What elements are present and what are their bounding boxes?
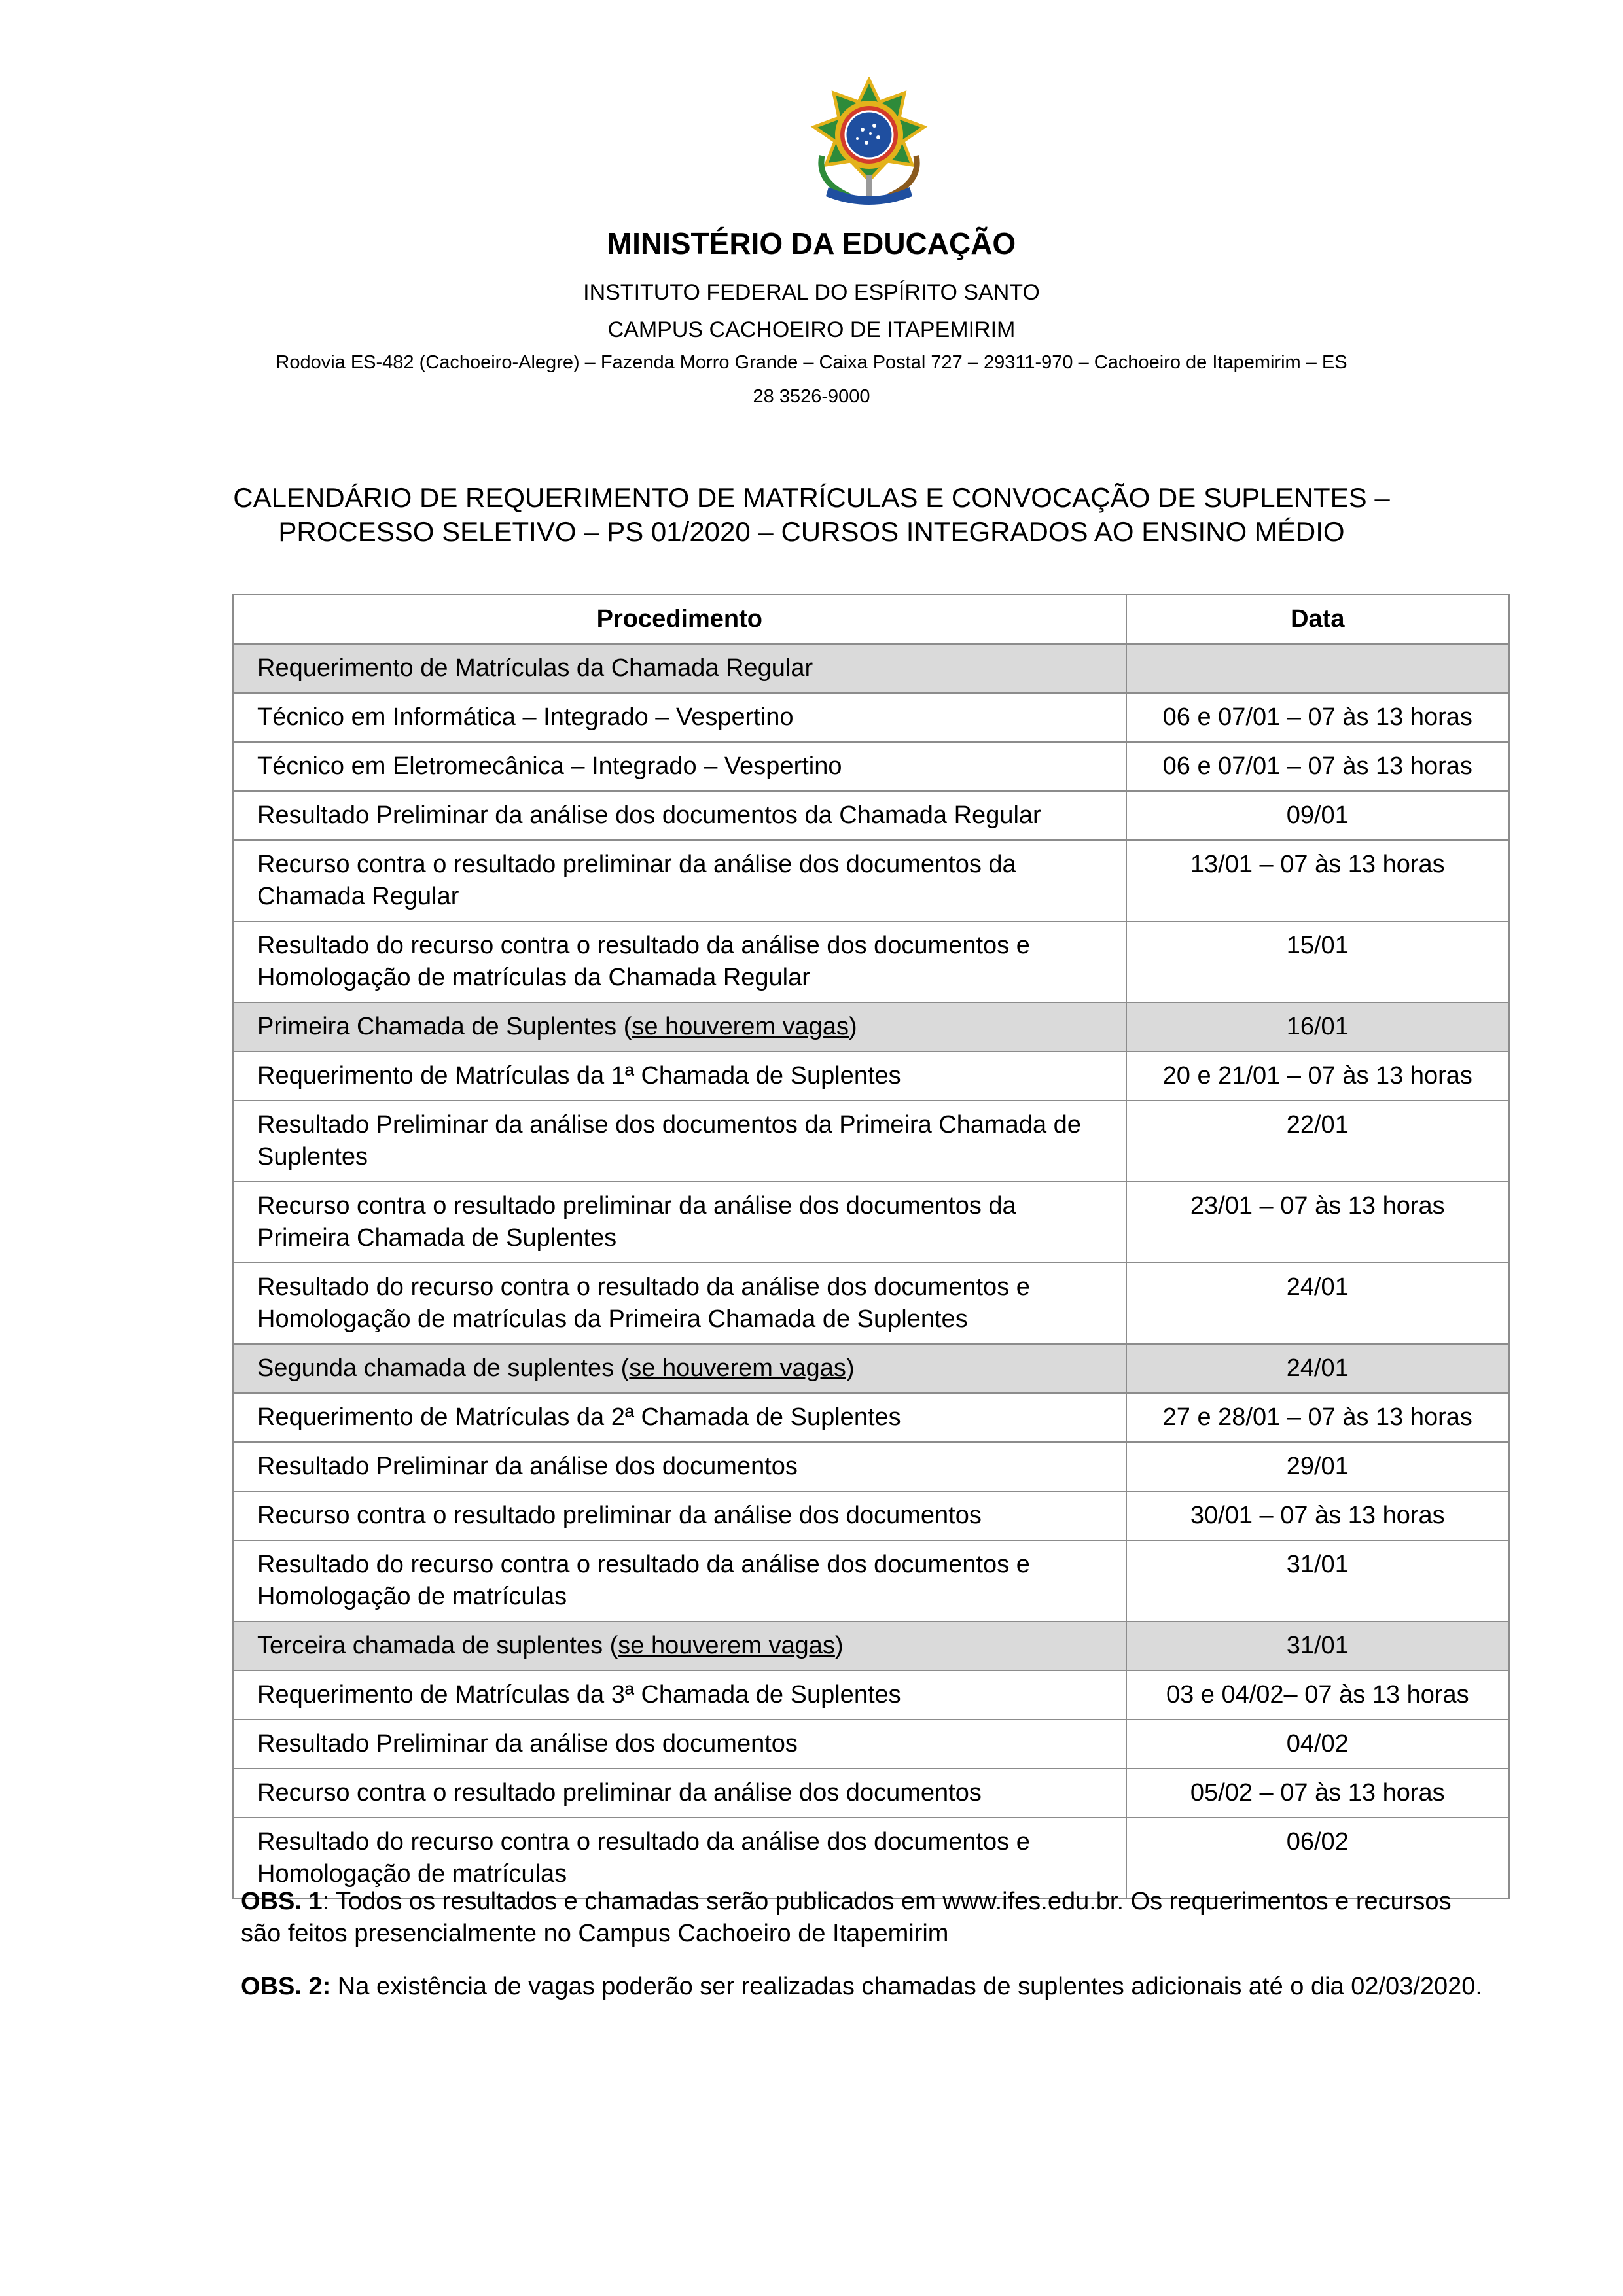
date-cell: 06 e 07/01 – 07 às 13 horas xyxy=(1126,742,1509,791)
date-cell: 05/02 – 07 às 13 horas xyxy=(1126,1769,1509,1818)
procedure-cell: Resultado do recurso contra o resultado da análise dos documentos e Homologação de matrículas da Chamada Regular xyxy=(233,921,1126,1002)
table-row xyxy=(233,644,1509,693)
date-cell: 30/01 – 07 às 13 horas xyxy=(1126,1491,1509,1540)
date-cell: 24/01 xyxy=(1126,1263,1509,1344)
procedure-cell: Resultado Preliminar da análise dos documentos da Chamada Regular xyxy=(233,791,1126,840)
procedure-cell: Requerimento de Matrículas da 1ª Chamada de Suplentes xyxy=(233,1051,1126,1101)
date-cell: 04/02 xyxy=(1126,1720,1509,1769)
document-title-line-1: CALENDÁRIO DE REQUERIMENTO DE MATRÍCULAS E CONVOCAÇÃO DE SUPLENTES – xyxy=(233,482,1390,513)
procedure-text: Primeira Chamada de Suplentes ( xyxy=(257,1013,632,1040)
procedure-cell: Resultado Preliminar da análise dos documentos da Primeira Chamada de Suplentes xyxy=(233,1101,1126,1182)
campus-name: CAMPUS CACHOEIRO DE ITAPEMIRIM xyxy=(607,317,1016,342)
table-row xyxy=(233,1720,1509,1769)
date-cell: 13/01 – 07 às 13 horas xyxy=(1126,840,1509,921)
date-cell: 03 e 04/02– 07 às 13 horas xyxy=(1126,1670,1509,1720)
calendar-table xyxy=(232,594,1510,1899)
date-cell: 16/01 xyxy=(1126,1002,1509,1051)
procedure-cell: Requerimento de Matrículas da 3ª Chamada de Suplentes xyxy=(233,1670,1126,1720)
procedure-text-tail: ) xyxy=(846,1354,855,1382)
procedure-text-tail: ) xyxy=(834,1632,844,1659)
campus-phone: 28 3526-9000 xyxy=(753,386,870,407)
table-row xyxy=(233,1002,1509,1051)
table-row xyxy=(233,1182,1509,1263)
note-obs-1-label: OBS. 1 xyxy=(241,1888,323,1915)
procedure-cell: Recurso contra o resultado preliminar da análise dos documentos xyxy=(233,1769,1126,1818)
table-row xyxy=(233,1051,1509,1101)
brazil-coat-of-arms-icon xyxy=(810,77,928,207)
procedure-cell xyxy=(233,1344,1126,1393)
procedure-cell: Resultado Preliminar da análise dos documentos xyxy=(233,1720,1126,1769)
procedure-cell xyxy=(233,1002,1126,1051)
date-cell: 06/02 xyxy=(1126,1818,1509,1899)
procedure-cell: Resultado do recurso contra o resultado da análise dos documentos e Homologação de matrículas xyxy=(233,1818,1126,1899)
table-row xyxy=(233,1344,1509,1393)
note-obs-1-text: : Todos os resultados e chamadas serão publicados em www.ifes.edu.br. Os requerimentos e recursos são feitos presencialmente no Campus Cachoeiro de Itapemirim xyxy=(241,1888,1452,1947)
table-row xyxy=(233,742,1509,791)
date-cell: 20 e 21/01 – 07 às 13 horas xyxy=(1126,1051,1509,1101)
table-row xyxy=(233,1101,1509,1182)
conditional-note: se houverem vagas xyxy=(618,1632,835,1659)
procedure-cell: Técnico em Eletromecânica – Integrado – Vespertino xyxy=(233,742,1126,791)
table-row xyxy=(233,1491,1509,1540)
table-row xyxy=(233,921,1509,1002)
procedure-cell: Recurso contra o resultado preliminar da análise dos documentos da Chamada Regular xyxy=(233,840,1126,921)
procedure-cell: Resultado Preliminar da análise dos documentos xyxy=(233,1442,1126,1491)
table-row xyxy=(233,1540,1509,1621)
date-cell: 31/01 xyxy=(1126,1621,1509,1670)
procedure-cell: Resultado do recurso contra o resultado da análise dos documentos e Homologação de matrículas da Primeira Chamada de Suplentes xyxy=(233,1263,1126,1344)
procedure-cell: Requerimento de Matrículas da 2ª Chamada de Suplentes xyxy=(233,1393,1126,1442)
campus-address: Rodovia ES-482 (Cachoeiro-Alegre) – Fazenda Morro Grande – Caixa Postal 727 – 29311-970 – Cachoeiro de Itapemirim – ES xyxy=(276,352,1347,373)
date-cell: 09/01 xyxy=(1126,791,1509,840)
column-header-procedure: Procedimento xyxy=(233,595,1126,644)
table-row xyxy=(233,1670,1509,1720)
date-cell: 15/01 xyxy=(1126,921,1509,1002)
document-title xyxy=(164,481,1459,549)
note-obs-2-text: Na existência de vagas poderão ser realizadas chamadas de suplentes adicionais até o dia 02/03/2020. xyxy=(330,1973,1482,2000)
table-row xyxy=(233,1393,1509,1442)
procedure-cell: Recurso contra o resultado preliminar da análise dos documentos xyxy=(233,1491,1126,1540)
table-row xyxy=(233,1769,1509,1818)
procedure-cell: Resultado do recurso contra o resultado da análise dos documentos e Homologação de matrículas xyxy=(233,1540,1126,1621)
table-row xyxy=(233,1621,1509,1670)
date-cell: 23/01 – 07 às 13 horas xyxy=(1126,1182,1509,1263)
institute-name: INSTITUTO FEDERAL DO ESPÍRITO SANTO xyxy=(583,280,1040,305)
table-row xyxy=(233,1263,1509,1344)
table-row xyxy=(233,840,1509,921)
table-row xyxy=(233,791,1509,840)
procedure-cell: Recurso contra o resultado preliminar da análise dos documentos da Primeira Chamada de Suplentes xyxy=(233,1182,1126,1263)
document-title-line-2: PROCESSO SELETIVO – PS 01/2020 – CURSOS INTEGRADOS AO ENSINO MÉDIO xyxy=(278,516,1345,547)
date-cell: 22/01 xyxy=(1126,1101,1509,1182)
date-cell: 24/01 xyxy=(1126,1344,1509,1393)
note-obs-1 xyxy=(241,1886,1484,1950)
note-obs-2-label: OBS. 2: xyxy=(241,1973,331,2000)
table-header-row xyxy=(233,595,1509,644)
date-cell: 31/01 xyxy=(1126,1540,1509,1621)
conditional-note: se houverem vagas xyxy=(629,1354,846,1382)
date-cell: 27 e 28/01 – 07 às 13 horas xyxy=(1126,1393,1509,1442)
date-cell: 29/01 xyxy=(1126,1442,1509,1491)
procedure-text-tail: ) xyxy=(849,1013,857,1040)
procedure-cell: Técnico em Informática – Integrado – Vespertino xyxy=(233,693,1126,742)
conditional-note: se houverem vagas xyxy=(632,1013,849,1040)
date-cell xyxy=(1126,644,1509,693)
date-cell: 06 e 07/01 – 07 às 13 horas xyxy=(1126,693,1509,742)
procedure-text: Terceira chamada de suplentes ( xyxy=(257,1632,618,1659)
column-header-date: Data xyxy=(1126,595,1509,644)
procedure-cell: Requerimento de Matrículas da Chamada Regular xyxy=(233,644,1126,693)
procedure-text: Segunda chamada de suplentes ( xyxy=(257,1354,630,1382)
note-obs-2 xyxy=(241,1971,1484,2003)
ministry-name: MINISTÉRIO DA EDUCAÇÃO xyxy=(607,226,1016,260)
table-row xyxy=(233,693,1509,742)
table-row xyxy=(233,1442,1509,1491)
procedure-cell xyxy=(233,1621,1126,1670)
